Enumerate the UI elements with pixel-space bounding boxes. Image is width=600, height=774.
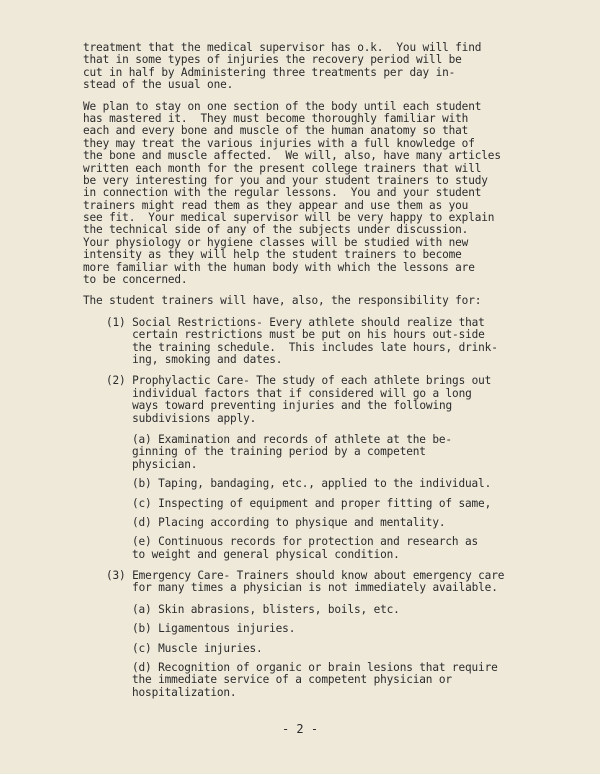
text-line: (a) Skin abrasions, blisters, boils, etc. [132,602,400,616]
paragraph [83,101,523,287]
paragraph [132,498,523,510]
text-line: (c) Muscle injuries. [132,641,263,655]
text-line: individual factors that if considered will go a long [106,386,472,400]
text-line: Your physiology or hygiene classes will be studied with new [83,235,469,249]
text-line: written each month for the present college trainers that will [83,161,482,175]
text-line: in connection with the regular lessons. You and your student [83,186,482,200]
text-line: hospitalization. [132,685,237,699]
paragraph [83,295,523,307]
paragraph [132,517,523,529]
text-line: cut in half by Administering three treatments per day in- [83,65,456,79]
text-line: see fit. Your medical supervisor will be very happy to explain [83,211,495,225]
paragraph [106,570,523,595]
text-line: stead of the usual one. [83,78,234,92]
text-line: (a) Examination and records of athlete at the be- [132,432,452,446]
typed-body-text [83,42,523,699]
text-line: (d) Recognition of organic or brain lesions that require [132,661,498,675]
paragraph [132,662,523,699]
text-line: intensity as they will help the student trainers to become [83,248,462,262]
text-line: treatment that the medical supervisor has o.k. You will find [83,41,482,54]
text-line: trainers might read them as they appear and use them as you [83,198,469,212]
text-line: to be concerned. [83,273,188,287]
text-line: (3) Emergency Care- Trainers should know about emergency care [106,569,505,583]
paragraph [132,604,523,616]
text-line: the training schedule. This includes late hours, drink- [106,340,498,354]
text-line: (c) Inspecting of equipment and proper fitting of same, [132,496,492,510]
text-line: The student trainers will have, also, the responsibility for: [83,294,482,308]
text-line: be very interesting for you and your student trainers to study [83,173,488,187]
text-line: certain restrictions must be put on his hours out-side [106,328,485,342]
text-line: (e) Continuous records for protection and research as [132,535,479,549]
paragraph [132,643,523,655]
paragraph [132,536,523,561]
paragraph [132,434,523,471]
text-line: (d) Placing according to physique and mentality. [132,515,446,529]
text-line: each and every bone and muscle of the human anatomy so that [83,124,469,138]
text-line: (b) Ligamentous injuries. [132,622,296,636]
text-line: We plan to stay on one section of the body until each student [83,99,482,113]
text-line: they may treat the various injuries with a full knowledge of [83,136,475,150]
text-line: the immediate service of a competent physician or [132,673,452,687]
text-line: more familiar with the human body with which the lessons are [83,260,475,274]
text-line: has mastered it. They must become thoroughly familiar with [83,111,469,125]
text-line: for many times a physician is not immediately available. [106,581,498,595]
text-line: subdivisions apply. [106,411,257,425]
text-line: to weight and general physical condition. [132,547,400,561]
text-line: that in some types of injuries the recovery period will be [83,53,462,67]
text-line: the bone and muscle affected. We will, also, have many articles [83,149,501,163]
paragraph [106,317,523,367]
paragraph [132,478,523,490]
text-line: the technical side of any of the subjects under discussion. [83,223,469,237]
text-line: physician. [132,457,198,471]
text-line: (b) Taping, bandaging, etc., applied to the individual. [132,477,492,491]
text-line: ing, smoking and dates. [106,352,283,366]
paragraph [83,42,523,92]
paragraph [132,623,523,635]
text-line: (1) Social Restrictions- Every athlete should realize that [106,315,485,329]
text-line: ginning of the training period by a competent [132,445,426,459]
page-number: - 2 - [281,722,319,736]
text-line: (2) Prophylactic Care- The study of each athlete brings out [106,374,492,388]
text-line: ways toward preventing injuries and the following [106,399,453,413]
paragraph [106,375,523,425]
